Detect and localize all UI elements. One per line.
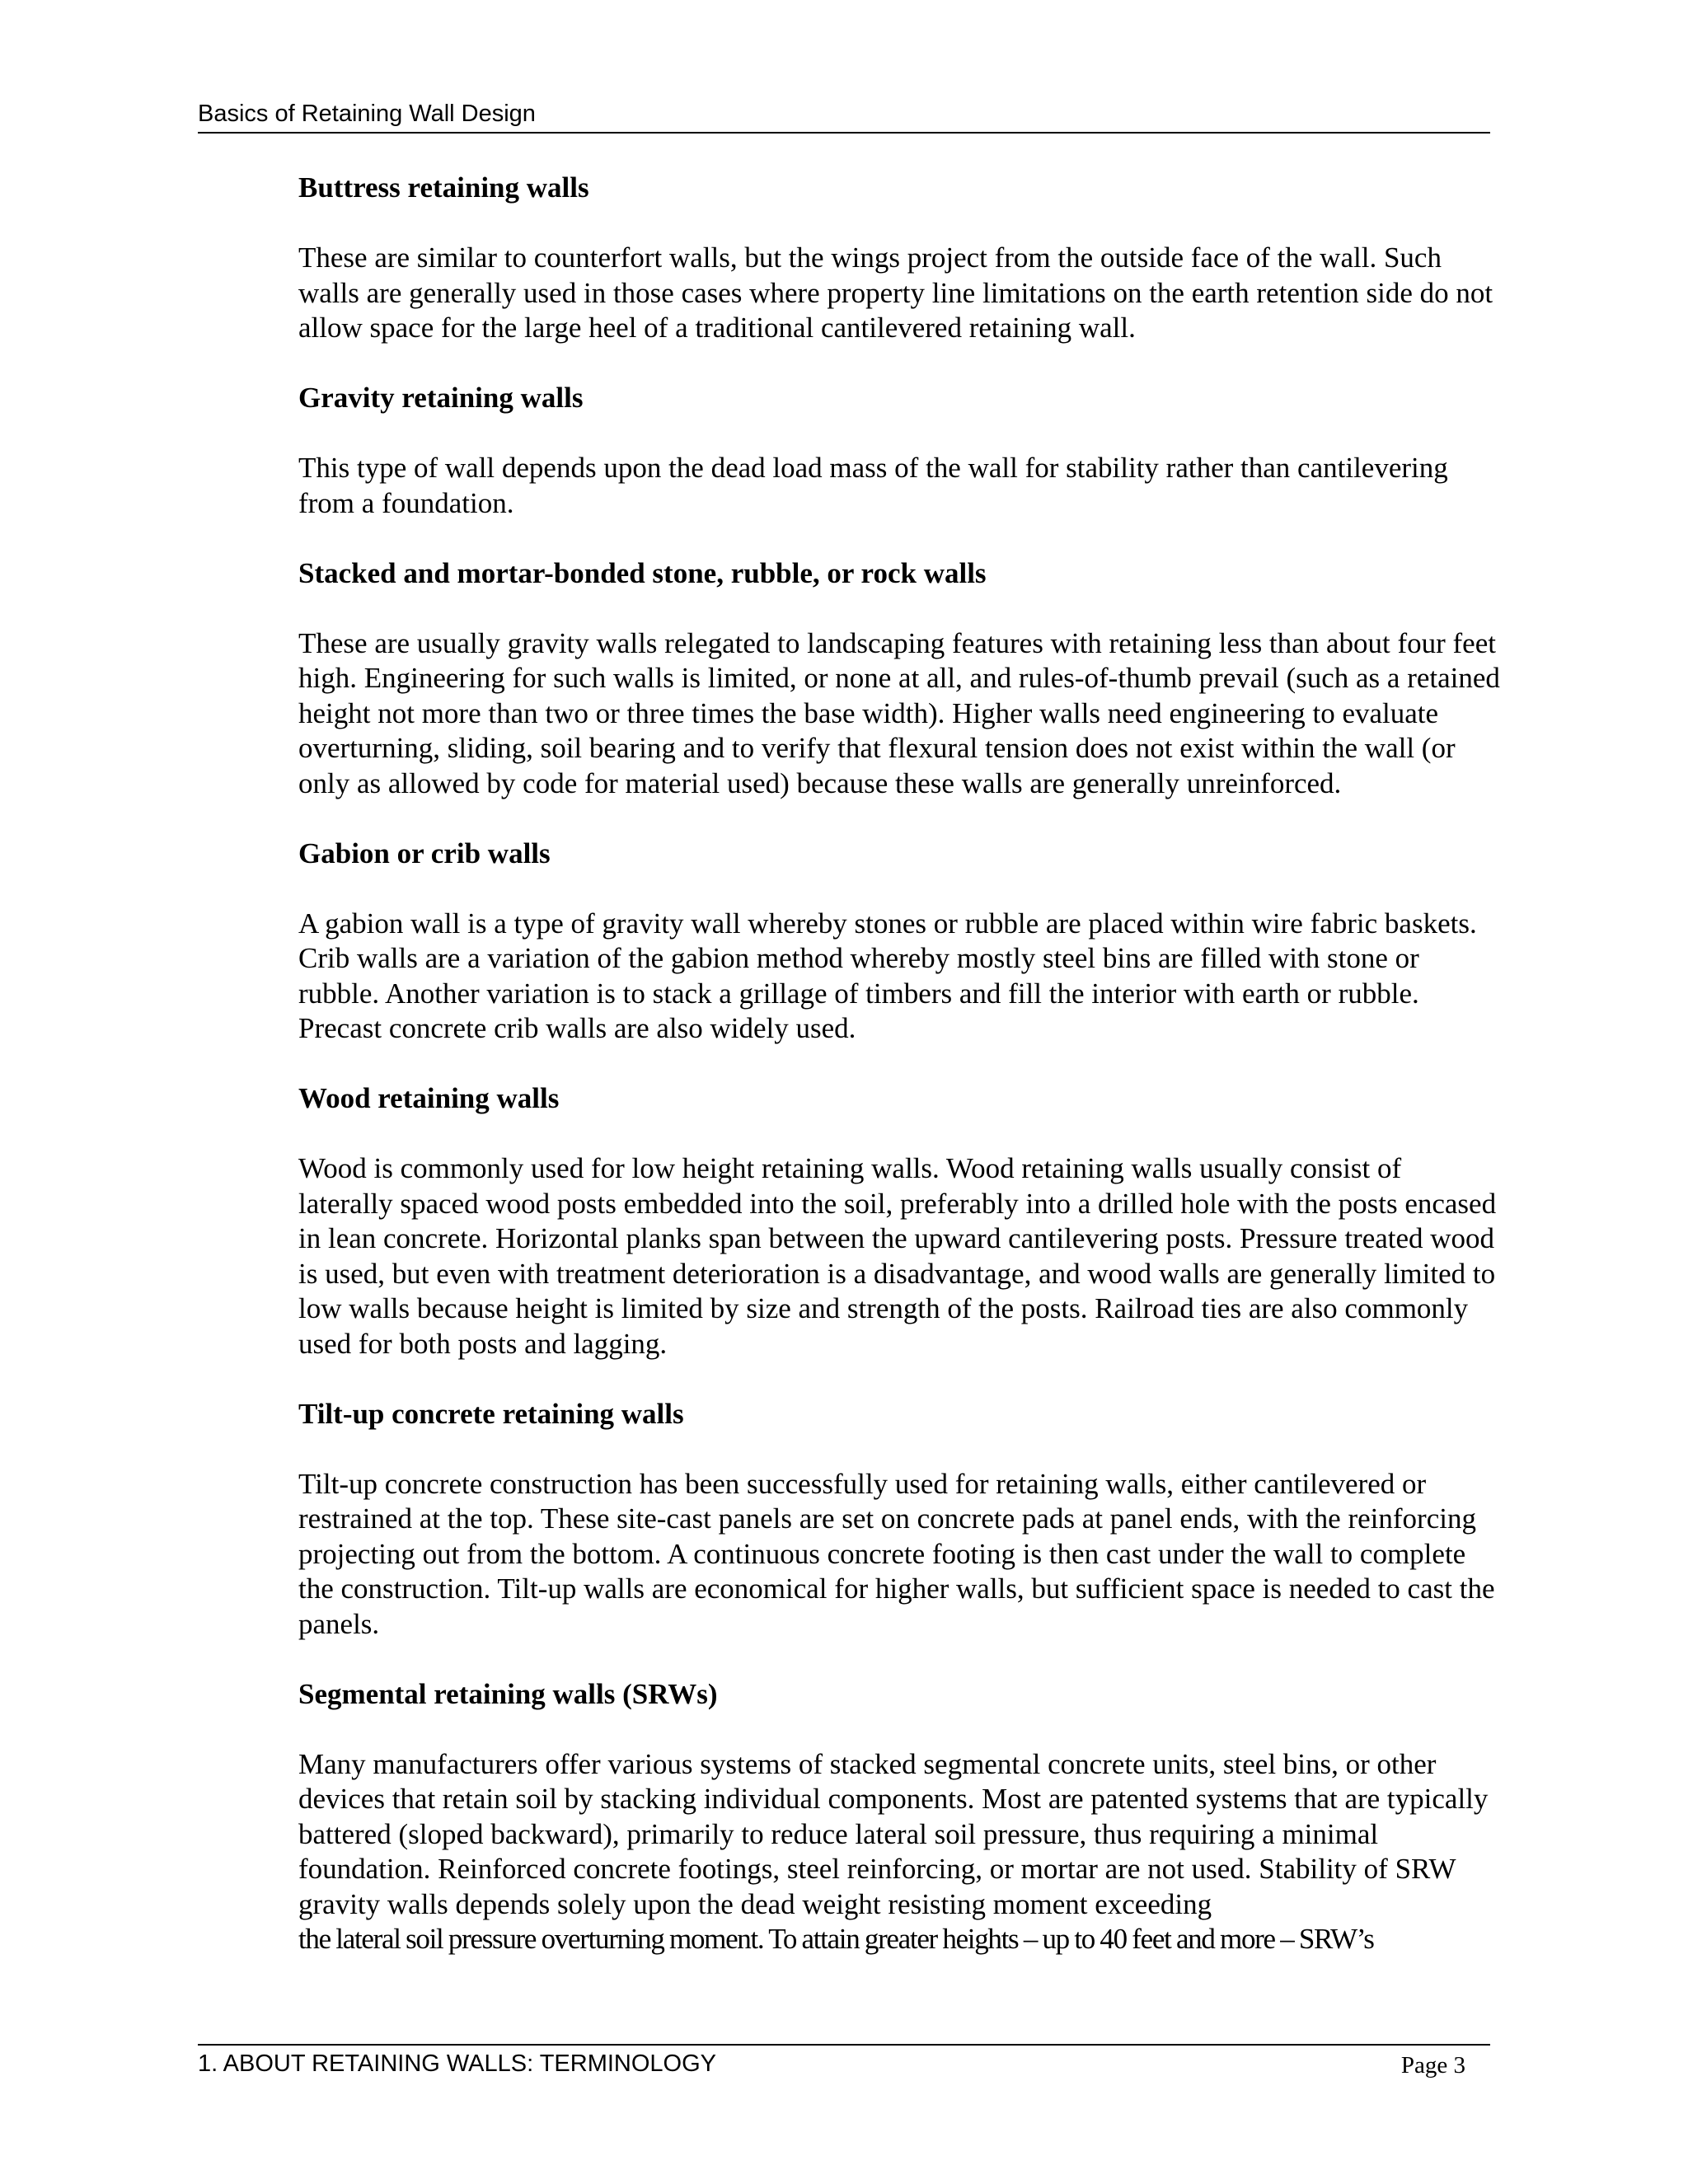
section-stacked-stone-walls xyxy=(298,556,1502,802)
chapter-title: 1. ABOUT RETAINING WALLS: TERMINOLOGY xyxy=(198,2050,717,2077)
section-heading: Tilt-up concrete retaining walls xyxy=(298,1397,684,1430)
page-header xyxy=(198,97,1490,134)
section-gravity-walls xyxy=(298,381,1502,521)
section-heading: Segmental retaining walls (SRWs) xyxy=(298,1677,718,1710)
page-number: Page 3 xyxy=(1400,2052,1465,2079)
section-buttress-walls xyxy=(298,171,1502,346)
section-heading: Gravity retaining walls xyxy=(298,382,584,414)
section-paragraph-text: Many manufacturers offer various systems of stacked segmental concrete units, steel bins, or other devices that retain soil by stacking individual components. Most are patented systems that are typically battered (sloped backward), primarily to reduce lateral soil pressure, thus requiring a minimal foundation. Reinforced concrete footings, steel reinforcing, or mortar are not used. Stability of SRW gravity walls depends solely upon the dead weight resisting moment exceeding xyxy=(298,1747,1489,1920)
section-tilt-up-walls xyxy=(298,1397,1502,1643)
section-paragraph: These are similar to counterfort walls, but the wings project from the outside face of the wall. Such walls are generally used in those cases where property line limitations on the earth retention side do not allow space for the large heel of a traditional cantilevered retaining wall. xyxy=(298,241,1493,344)
document-title: Basics of Retaining Wall Design xyxy=(198,101,536,127)
section-heading: Gabion or crib walls xyxy=(298,837,551,869)
section-paragraph-last-line: the lateral soil pressure overturning moment. To attain greater heights – up to 40 feet and more – SRW’s xyxy=(298,1923,1374,1955)
section-paragraph xyxy=(298,1747,1502,1957)
section-heading: Buttress retaining walls xyxy=(298,171,589,204)
section-paragraph: This type of wall depends upon the dead load mass of the wall for stability rather than cantilevering from a foundation. xyxy=(298,452,1448,519)
section-gabion-crib-walls xyxy=(298,837,1502,1047)
section-heading: Stacked and mortar-bonded stone, rubble, or rock walls xyxy=(298,556,987,589)
section-paragraph: Wood is commonly used for low height retaining walls. Wood retaining walls usually consist of laterally spaced wood posts embedded into the soil, preferably into a drilled hole with the posts encased in lean concrete. Horizontal planks span between the upward cantilevering posts. Pressure treated wood is used, but even with treatment deterioration is a disadvantage, and wood walls are generally limited to low walls because height is limited by size and strength of the posts. Railroad ties are also commonly used for both posts and lagging. xyxy=(298,1152,1497,1360)
section-paragraph: A gabion wall is a type of gravity wall whereby stones or rubble are placed within wire fabric baskets. Crib walls are a variation of the gabion method whereby mostly steel bins are filled with stone or rubble. Another variation is to stack a grillage of timbers and fill the interior with earth or rubble. Precast concrete crib walls are also widely used. xyxy=(298,907,1477,1044)
page-footer xyxy=(198,2044,1490,2083)
section-segmental-walls xyxy=(298,1677,1502,1957)
section-wood-walls xyxy=(298,1081,1502,1361)
section-paragraph: Tilt-up concrete construction has been successfully used for retaining walls, either cantilevered or restrained at the top. These site-cast panels are set on concrete pads at panel ends, with the reinforcing projecting out from the bottom. A continuous concrete footing is then cast under the wall to complete the construction. Tilt-up walls are economical for higher walls, but sufficient space is needed to cast the panels. xyxy=(298,1467,1495,1640)
section-paragraph: These are usually gravity walls relegated to landscaping features with retaining less than about four feet high. Engineering for such walls is limited, or none at all, and rules-of-thumb prevail (such as a retained height not more than two or three times the base width). Higher walls need engineering to evaluate overturning, sliding, soil bearing and to verify that flexural tension does not exist within the wall (or only as allowed by code for material used) because these walls are generally unreinforced. xyxy=(298,626,1500,799)
section-heading: Wood retaining walls xyxy=(298,1082,560,1114)
document-body xyxy=(298,171,1502,1957)
